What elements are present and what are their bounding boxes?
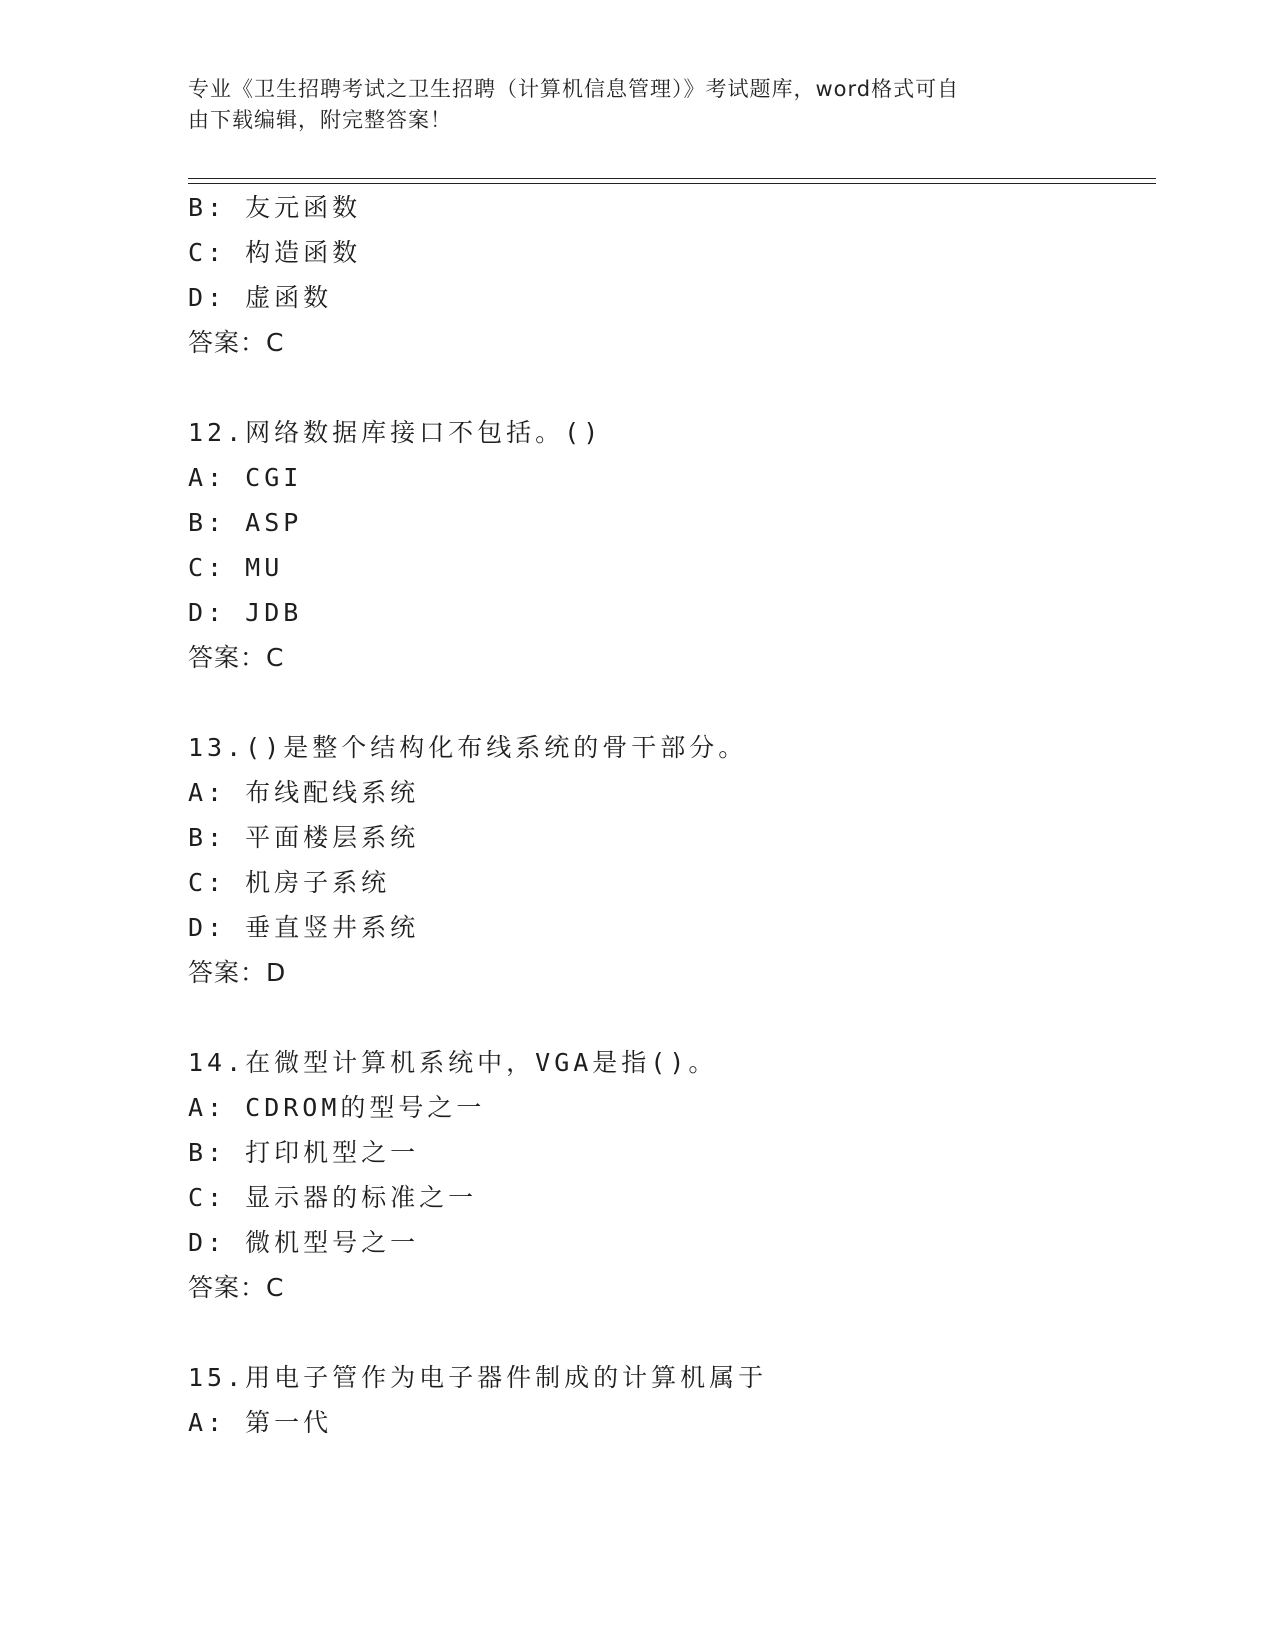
q14-option-d: D: 微机型号之一	[188, 1228, 420, 1257]
q13-option-b: B: 平面楼层系统	[188, 823, 420, 852]
header-divider-top	[188, 178, 1156, 179]
q12-option-d: D: JDB	[188, 598, 303, 627]
q15-option-a: A: 第一代	[188, 1408, 333, 1437]
header-line-1: 专业《卫生招聘考试之卫生招聘（计算机信息管理）》考试题库，word格式可自	[188, 77, 960, 101]
header-line-2: 由下载编辑，附完整答案！	[188, 108, 452, 132]
header-divider-bottom	[188, 183, 1156, 184]
q15-question: 15.用电子管作为电子器件制成的计算机属于	[188, 1363, 768, 1392]
q14-question: 14.在微型计算机系统中，VGA是指()。	[188, 1048, 718, 1077]
q14-option-b: B: 打印机型之一	[188, 1138, 420, 1167]
q12-option-a: A: CGI	[188, 463, 303, 492]
q11-answer: 答案：C	[188, 328, 285, 357]
q13-option-c: C: 机房子系统	[188, 868, 391, 897]
q11-option-d: D: 虚函数	[188, 283, 333, 312]
q11-option-b: B: 友元函数	[188, 193, 362, 222]
q12-question: 12.网络数据库接口不包括。()	[188, 418, 603, 447]
q14-option-c: C: 显示器的标准之一	[188, 1183, 478, 1212]
q13-option-d: D: 垂直竖井系统	[188, 913, 420, 942]
q12-option-b: B: ASP	[188, 508, 303, 537]
q13-option-a: A: 布线配线系统	[188, 778, 420, 807]
q13-question: 13.()是整个结构化布线系统的骨干部分。	[188, 733, 748, 762]
q13-answer: 答案：D	[188, 958, 287, 987]
q12-option-c: C: MU	[188, 553, 284, 582]
q12-answer: 答案：C	[188, 643, 285, 672]
document-header	[188, 74, 1068, 136]
q11-option-c: C: 构造函数	[188, 238, 362, 267]
q14-answer: 答案：C	[188, 1273, 285, 1302]
q14-option-a: A: CDROM的型号之一	[188, 1093, 486, 1122]
